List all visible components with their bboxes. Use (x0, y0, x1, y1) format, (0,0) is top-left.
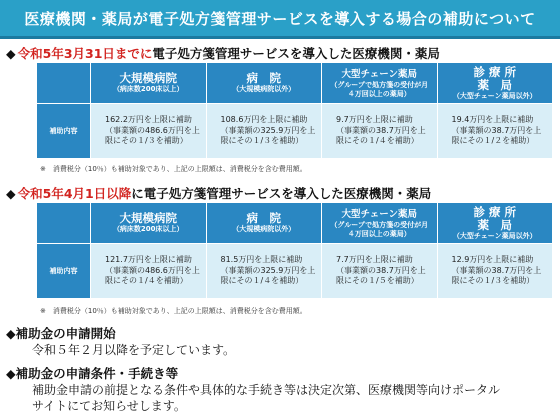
col-header: 病 院 （大規模病院以外） (206, 203, 322, 244)
table-cell: 108.6万円を上限に補助 （事業額の325.9万円を上 限にその１/３を補助） (206, 104, 322, 159)
table-cell: 7.7万円を上限に補助 （事業額の38.7万円を上 限にその１/５を補助） (322, 244, 438, 299)
col-header: 大型チェーン薬局 （グループで処方箋の受付が月 ４万回以上の薬局） (322, 203, 438, 244)
tax-note-1: ※ 消費税分（10％）も補助対象であり、上記の上限額は、消費税分を含む費用額。 (40, 165, 307, 173)
title-underline (0, 36, 560, 39)
section-1-heading-text: 電子処方箋管理サービスを導入した医療機関・薬局 (152, 46, 440, 61)
col-header: 大規模病院 （病床数200床以上） (91, 203, 207, 244)
diamond-bullet-icon: ◆ (6, 186, 16, 201)
tax-note-2: ※ 消費税分（10％）も補助対象であり、上記の上限額は、消費税分を含む費用額。 (40, 307, 307, 315)
col-header: 大型チェーン薬局 （グループで処方箋の受付が月 ４万回以上の薬局） (322, 63, 438, 104)
section-2-heading-text: に電子処方箋管理サービスを導入した医療機関・薬局 (131, 186, 432, 201)
section-1-date: 令和5年3月31日までに (17, 46, 153, 61)
page-title: 医療機関・薬局が電子処方箋管理サービスを導入する場合の補助について (0, 0, 560, 36)
table-cell: 121.7万円を上限に補助 （事業額の486.6万円を上 限にその１/４を補助） (91, 244, 207, 299)
subsidy-table-1 (36, 62, 553, 159)
table-cell: 9.7万円を上限に補助 （事業額の38.7万円を上 限にその１/４を補助） (322, 104, 438, 159)
table-corner (37, 63, 91, 104)
application-start-text: 令和５年２月以降を予定しています。 (32, 343, 236, 357)
table-cell: 81.5万円を上限に補助 （事業額の325.9万円を上 限にその１/４を補助） (206, 244, 322, 299)
subsidy-table-2 (36, 202, 553, 299)
row-label: 補助内容 (37, 244, 91, 299)
diamond-bullet-icon: ◆ (6, 46, 16, 61)
table-corner (37, 203, 91, 244)
table-cell: 162.2万円を上限に補助 （事業額の486.6万円を上 限にその１/３を補助） (91, 104, 207, 159)
col-header: 診 療 所 薬 局 （大型チェーン薬局以外） (437, 203, 553, 244)
col-header: 病 院 （大規模病院以外） (206, 63, 322, 104)
row-label: 補助内容 (37, 104, 91, 159)
section-1-heading (6, 44, 440, 62)
table-cell: 19.4万円を上限に補助 （事業額の38.7万円を上 限にその１/２を補助） (437, 104, 553, 159)
section-2-date: 令和5年4月1日以降 (17, 186, 132, 201)
application-conditions-heading: ◆補助金の申請条件・手続き等 (6, 366, 179, 381)
col-header: 診 療 所 薬 局 （大型チェーン薬局以外） (437, 63, 553, 104)
table-cell: 12.9万円を上限に補助 （事業額の38.7万円を上 限にその１/３を補助） (437, 244, 553, 299)
application-start-heading: ◆補助金の申請開始 (6, 326, 116, 341)
section-2-heading (6, 184, 431, 202)
application-conditions-text: 補助金申請の前提となる条件や具体的な手続き等は決定次第、医療機関等向けポータル サイトにてお知らせします。 (32, 383, 501, 413)
col-header: 大規模病院 （病床数200床以上） (91, 63, 207, 104)
